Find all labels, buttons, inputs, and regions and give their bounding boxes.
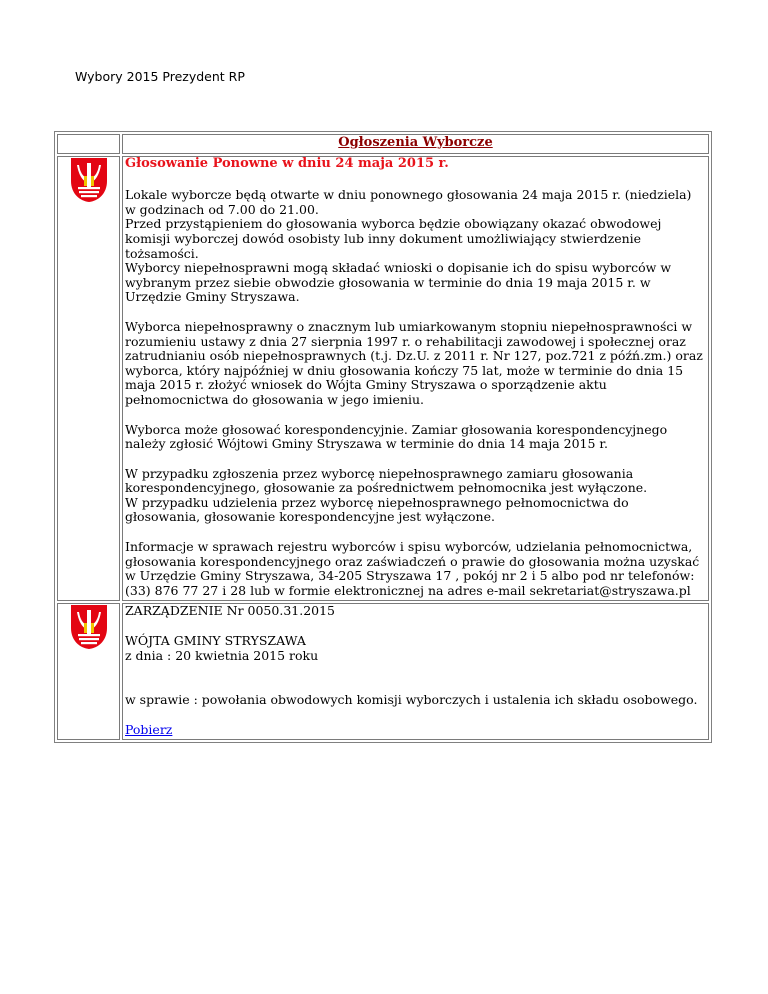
table-row [57, 156, 709, 602]
notice-paragraph-4 [125, 467, 706, 525]
decree-subject: w sprawie : powołania obwodowych komisji wyborczych i ustalenia ich składu osobowego. [125, 692, 698, 708]
coat-of-arms-icon [70, 604, 108, 650]
notice-paragraph-3 [125, 423, 706, 452]
notice-paragraph-5 [125, 540, 706, 598]
decree-authority: WÓJTA GMINY STRYSZAWA [125, 633, 306, 649]
download-paragraph [125, 723, 706, 738]
decree-authority-block [125, 634, 706, 663]
announcements-table [54, 131, 712, 743]
notice-title: Głosowanie Ponowne w dniu 24 maja 2015 r. [125, 155, 449, 171]
announcements-heading-cell [122, 134, 709, 154]
notice-line: Informacje w sprawach rejestru wyborców i spisu wyborców, udzielania pełnomocnictwa, głosowania korespondencyjnego oraz zaświadczeń o prawie do głosowania można uzyskać w Urzędzie Gminy Stryszawa, 34-205 Stryszawa 17 , pokój nr 2 i 5 albo pod nr telefonów: (33) 876 77 27 i 28 lub w formie elektronicznej na adres e-mail sekretariat@stryszawa.pl [125, 539, 700, 598]
notice-line: Lokale wyborcze będą otwarte w dniu ponownego głosowania 24 maja 2015 r. (niedziela) w godzinach od 7.00 do 21.00. [125, 187, 692, 217]
notice-line: Wyborcy niepełnosprawni mogą składać wnioski o dopisanie ich do spisu wyborców w wybranym przez siebie obwodzie głosowania w terminie do dnia 19 maja 2015 r. w Urzędzie Gminy Stryszawa. [125, 260, 672, 305]
decree-number: ZARZĄDZENIE Nr 0050.31.2015 [125, 603, 336, 619]
crest-cell [57, 603, 120, 740]
notice-line: Przed przystąpieniem do głosowania wyborca będzie obowiązany okazać obwodowej komisji wyborczej dowód osobisty lub inny dokument umożliwiający stwierdzenie tożsamości. [125, 216, 662, 261]
download-link[interactable]: Pobierz [125, 721, 173, 737]
notice-paragraph-2 [125, 320, 706, 408]
table-header-row [57, 134, 709, 154]
notice-paragraph-1 [125, 188, 706, 305]
header-empty-cell [57, 134, 120, 154]
coat-of-arms-icon [70, 157, 108, 203]
notice-cell [122, 156, 709, 602]
notice-line: W przypadku udzielenia przez wyborcę niepełnosprawnego pełnomocnictwa do głosowania, głosowanie korespondencyjne jest wyłączone. [125, 494, 629, 525]
notice-line: Wyborca może głosować korespondencyjnie. Zamiar głosowania korespondencyjnego należy zgłosić Wójtowi Gminy Stryszawa w terminie do dnia 14 maja 2015 r. [125, 421, 668, 452]
notice-line: W przypadku zgłoszenia przez wyborcę niepełnosprawnego zamiaru głosowania korespondencyjnego, głosowanie za pośrednictwem pełnomocnika jest wyłączone. [125, 465, 648, 496]
page-header: Wybory 2015 Prezydent RP [75, 69, 245, 84]
announcements-heading: Ogłoszenia Wyborcze [338, 135, 493, 150]
table-row [57, 603, 709, 740]
decree-cell [122, 603, 709, 740]
notice-line: Wyborca niepełnosprawny o znacznym lub umiarkowanym stopniu niepełnosprawności w rozumieniu ustawy z dnia 27 sierpnia 1997 r. o rehabilitacji zawodowej i społecznej oraz zatrudnianiu osób niepełnosprawnych (t.j. Dz.U. z 2011 r. Nr 127, poz.721 z późń.zm.) oraz wyborca, który najpóźniej w dniu głosowania kończy 75 lat, może w terminie do dnia 15 maja 2015 r. złożyć wniosek do Wójta Gminy Stryszawa o sporządzenie aktu pełnomocnictwa do głosowania w jego imieniu. [125, 318, 703, 407]
decree-date: z dnia : 20 kwietnia 2015 roku [125, 647, 319, 663]
crest-cell [57, 156, 120, 602]
